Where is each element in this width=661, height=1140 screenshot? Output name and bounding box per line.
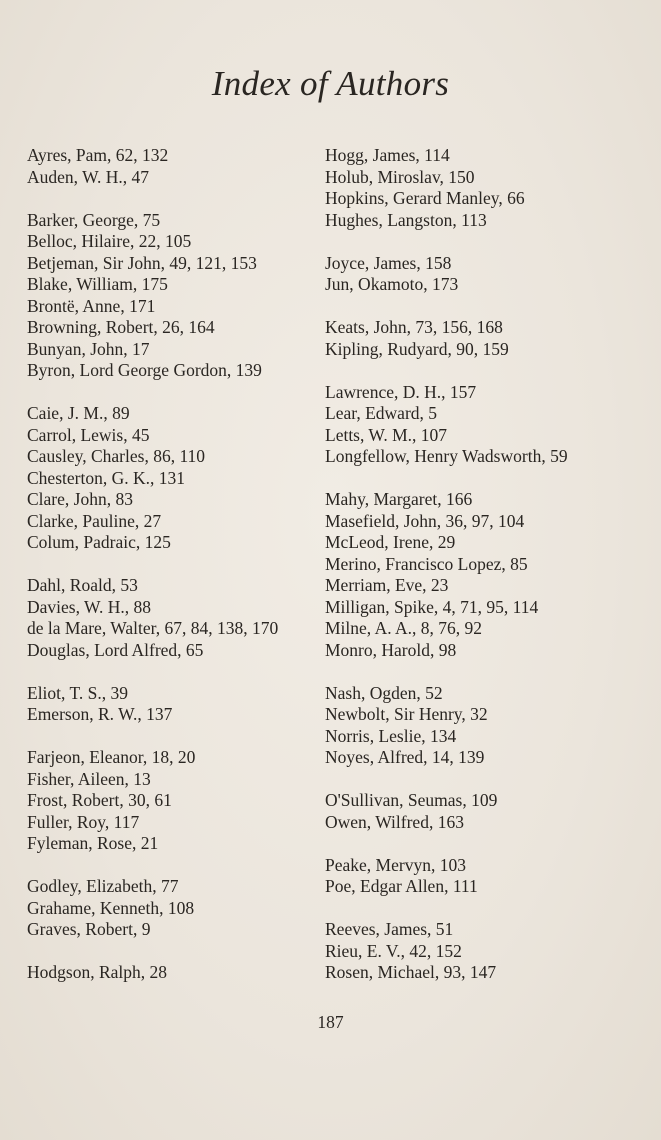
index-entry: Lawrence, D. H., 157 [325, 381, 477, 402]
index-entry: Hopkins, Gerard Manley, 66 [325, 188, 525, 208]
index-entry: Belloc, Hilaire, 22, 105 [27, 231, 192, 251]
index-group-l [325, 382, 655, 468]
index-entry: Rosen, Michael, 93, 147 [325, 962, 497, 982]
index-entry: Fuller, Roy, 117 [27, 811, 140, 832]
index-entry: Kipling, Rudyard, 90, 159 [325, 338, 509, 359]
index-entry: Rieu, E. V., 42, 152 [325, 940, 462, 961]
index-entry: Noyes, Alfred, 14, 139 [325, 747, 485, 767]
index-group-a [27, 145, 327, 188]
index-entry: Douglas, Lord Alfred, 65 [27, 639, 204, 660]
index-group-f [27, 747, 327, 855]
index-entry: Carrol, Lewis, 45 [27, 424, 150, 445]
index-entry: Keats, John, 73, 156, 168 [325, 317, 503, 337]
index-entry: Merino, Francisco Lopez, 85 [325, 553, 528, 574]
index-entry: Milligan, Spike, 4, 71, 95, 114 [325, 596, 539, 617]
index-entry: Blake, William, 175 [27, 274, 168, 294]
index-entry: Caie, J. M., 89 [27, 403, 130, 423]
index-group-o [325, 790, 655, 833]
index-entry: Letts, W. M., 107 [325, 424, 448, 445]
index-entry: Jun, Okamoto, 173 [325, 274, 459, 294]
index-group-k [325, 317, 655, 360]
index-entry: Reeves, James, 51 [325, 919, 454, 939]
index-entry: Nash, Ogden, 52 [325, 682, 443, 703]
index-entry: Bunyan, John, 17 [27, 338, 150, 359]
index-entry: Colum, Padraic, 125 [27, 532, 171, 552]
index-entry: de la Mare, Walter, 67, 84, 138, 170 [27, 618, 279, 638]
index-entry: Milne, A. A., 8, 76, 92 [325, 618, 483, 638]
index-group-g [27, 876, 327, 941]
index-group-e [27, 683, 327, 726]
index-entry: Norris, Leslie, 134 [325, 725, 457, 746]
index-entry: Godley, Elizabeth, 77 [27, 876, 179, 896]
index-entry: Auden, W. H., 47 [27, 166, 150, 187]
index-entry: Merriam, Eve, 23 [325, 575, 449, 595]
index-entry: Fisher, Aileen, 13 [27, 768, 151, 789]
index-entry: Fyleman, Rose, 21 [27, 833, 159, 853]
index-group-d [27, 575, 327, 661]
index-entry: Eliot, T. S., 39 [27, 682, 128, 703]
index-entry: Newbolt, Sir Henry, 32 [325, 704, 488, 724]
index-entry: O'Sullivan, Seumas, 109 [325, 790, 498, 810]
index-group-p [325, 855, 655, 898]
index-group-h [27, 962, 327, 984]
index-group-j [325, 253, 655, 296]
page-title: Index of Authors [211, 64, 450, 103]
index-entry: Grahame, Kenneth, 108 [27, 897, 195, 918]
index-entry: Frost, Robert, 30, 61 [27, 790, 172, 810]
index-entry: Peake, Mervyn, 103 [325, 854, 466, 875]
index-group-c [27, 403, 327, 554]
index-column-right [325, 145, 655, 984]
index-column-left [27, 145, 327, 984]
index-entry: Brontë, Anne, 171 [27, 295, 156, 316]
index-entry: Holub, Miroslav, 150 [325, 166, 475, 187]
index-entry: Monro, Harold, 98 [325, 639, 457, 660]
index-entry: Hodgson, Ralph, 28 [27, 962, 167, 982]
index-entry: Joyce, James, 158 [325, 252, 452, 273]
index-entry: Masefield, John, 36, 97, 104 [325, 510, 525, 531]
index-group-b [27, 210, 327, 382]
page-number: 187 [317, 1012, 344, 1032]
index-entry: Graves, Robert, 9 [27, 919, 151, 939]
index-entry: Emerson, R. W., 137 [27, 704, 173, 724]
index-entry: Lear, Edward, 5 [325, 403, 438, 423]
index-entry: Clare, John, 83 [27, 489, 133, 509]
index-entry: Davies, W. H., 88 [27, 596, 151, 617]
index-entry: McLeod, Irene, 29 [325, 532, 456, 552]
index-entry: Betjeman, Sir John, 49, 121, 153 [27, 252, 257, 273]
index-entry: Browning, Robert, 26, 164 [27, 317, 215, 337]
index-entry: Farjeon, Eleanor, 18, 20 [27, 747, 196, 767]
index-entry: Clarke, Pauline, 27 [27, 510, 162, 531]
index-group-m [325, 489, 655, 661]
index-group-n [325, 683, 655, 769]
index-entry: Hogg, James, 114 [325, 145, 450, 165]
index-entry: Mahy, Margaret, 166 [325, 489, 473, 509]
index-entry: Owen, Wilfred, 163 [325, 811, 464, 832]
index-entry: Ayres, Pam, 62, 132 [27, 145, 169, 165]
index-entry: Causley, Charles, 86, 110 [27, 446, 206, 466]
index-entry: Longfellow, Henry Wadsworth, 59 [325, 446, 568, 466]
index-entry: Hughes, Langston, 113 [325, 209, 487, 230]
index-group-h-cont [325, 145, 655, 231]
index-entry: Chesterton, G. K., 131 [27, 467, 185, 488]
index-entry: Barker, George, 75 [27, 209, 161, 230]
index-group-r [325, 919, 655, 984]
index-entry: Dahl, Roald, 53 [27, 575, 138, 595]
index-entry: Byron, Lord George Gordon, 139 [27, 360, 262, 380]
index-entry: Poe, Edgar Allen, 111 [325, 876, 478, 896]
